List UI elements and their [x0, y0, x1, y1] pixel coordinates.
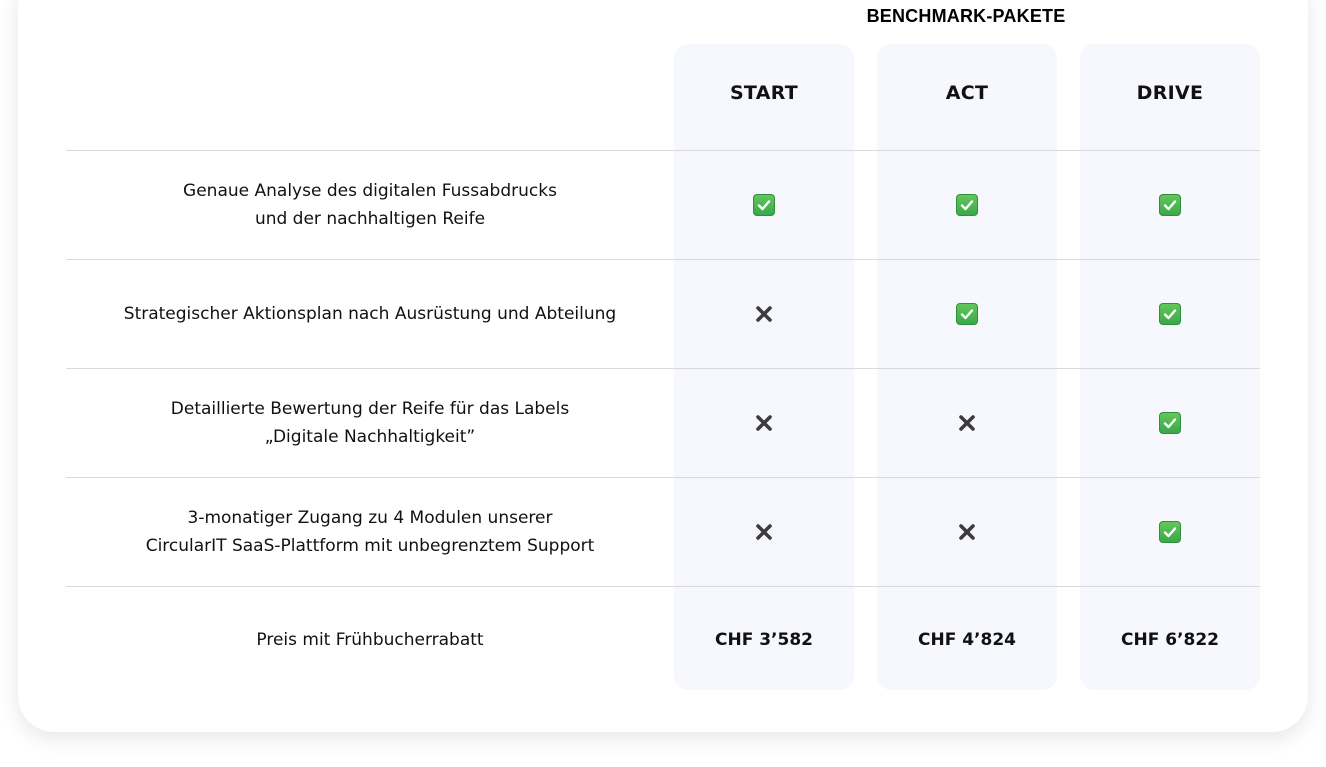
check-mark-icon [956, 194, 978, 216]
check-mark-icon [956, 303, 978, 325]
feature-text-line: Strategischer Aktionsplan nach Ausrüstung und Abteilung [123, 304, 617, 324]
feature-row-label [66, 478, 674, 586]
feature-cell-start [674, 260, 854, 368]
cross-mark-icon [753, 412, 775, 434]
cross-mark-icon [753, 521, 775, 543]
price-act: CHF 4’824 [917, 630, 1016, 650]
section-title: BENCHMARK-PAKETE [866, 6, 1066, 26]
package-header-act: ACT [945, 82, 989, 104]
price-start: CHF 3’582 [714, 630, 813, 650]
feature-text-line: CircularIT SaaS-Plattform mit unbegrenztem Support [145, 536, 595, 556]
check-mark-icon [1159, 412, 1181, 434]
feature-text-line: Genaue Analyse des digitalen Fussabdrucks [183, 181, 557, 201]
cross-mark-icon [956, 521, 978, 543]
feature-text-line: Detaillierte Bewertung der Reife für das Labels [170, 399, 570, 419]
check-mark-icon [1159, 521, 1181, 543]
check-mark-icon [753, 194, 775, 216]
feature-row-label [66, 151, 674, 259]
feature-cell-start [674, 478, 854, 586]
feature-cell-act [877, 369, 1057, 477]
feature-cell-drive [1080, 478, 1260, 586]
feature-cell-act [877, 260, 1057, 368]
price-drive: CHF 6’822 [1120, 630, 1219, 650]
feature-cell-start [674, 151, 854, 259]
feature-cell-act [877, 151, 1057, 259]
cross-mark-icon [956, 412, 978, 434]
feature-cell-drive [1080, 260, 1260, 368]
feature-cell-drive [1080, 151, 1260, 259]
feature-cell-drive [1080, 369, 1260, 477]
price-cell-start [674, 587, 854, 693]
price-row-text: Preis mit Frühbucherrabatt [256, 630, 484, 650]
price-row-label [66, 587, 674, 693]
feature-text-line: „Digitale Nachhaltigkeit” [264, 427, 476, 447]
package-header-start: START [729, 82, 799, 104]
check-mark-icon [1159, 303, 1181, 325]
price-cell-drive [1080, 587, 1260, 693]
price-cell-act [877, 587, 1057, 693]
check-mark-icon [1159, 194, 1181, 216]
feature-cell-start [674, 369, 854, 477]
feature-cell-act [877, 478, 1057, 586]
cross-mark-icon [753, 303, 775, 325]
feature-row-label [66, 260, 674, 368]
feature-text-line: und der nachhaltigen Reife [254, 209, 486, 229]
package-header-drive: DRIVE [1136, 82, 1204, 104]
feature-row-label [66, 369, 674, 477]
feature-text-line: 3-monatiger Zugang zu 4 Modulen unserer [187, 508, 553, 528]
